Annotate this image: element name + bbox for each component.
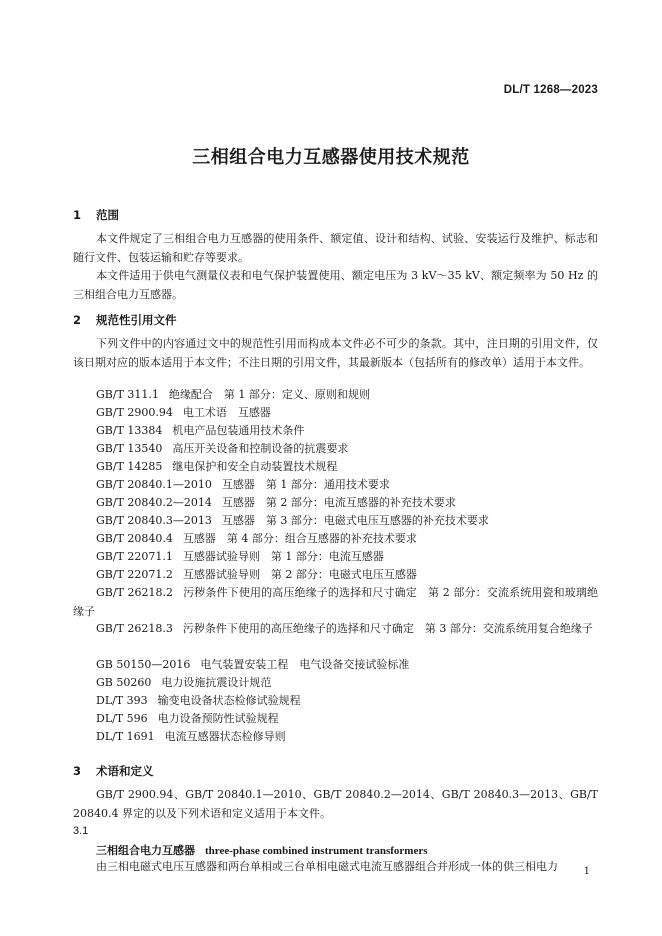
section-number: 3 <box>73 764 82 778</box>
reference-item <box>96 530 598 549</box>
reference-code: GB/T 2900.94 <box>96 406 173 419</box>
reference-title: 污秽条件下使用的高压绝缘子的选择和尺寸确定 第 3 部分：交流系统用复合绝缘子 <box>182 622 593 635</box>
reference-title: 互感器 第 1 部分：通用技术要求 <box>221 478 390 491</box>
section-3-heading <box>73 763 154 779</box>
reference-code: DL/T 393 <box>96 694 148 707</box>
reference-title: 高压开关设备和控制设备的抗震要求 <box>172 442 349 455</box>
term-heading <box>96 842 428 858</box>
reference-item <box>96 440 598 459</box>
reference-code: GB/T 20840.1—2010 <box>96 478 212 491</box>
reference-code: GB/T 20840.4 <box>96 532 173 545</box>
reference-item <box>96 710 598 729</box>
reference-code: GB/T 22071.2 <box>96 568 173 581</box>
reference-item <box>96 548 598 567</box>
reference-code: GB/T 22071.1 <box>96 550 173 563</box>
reference-title: 电流互感器状态检修导则 <box>164 730 286 743</box>
reference-code: GB/T 26218.2 <box>96 586 174 599</box>
document-title: 三相组合电力互感器使用技术规范 <box>192 147 470 168</box>
reference-item <box>96 422 598 441</box>
reference-item <box>96 386 598 405</box>
terms-intro: GB/T 2900.94、GB/T 20840.1—2010、GB/T 20840.2—2014、GB/T 20840.3—2013、GB/T 20840.4 界定的以及下列术语和定义适用于本文件。 <box>73 788 598 820</box>
reference-title: 机电产品包装通用技术条件 <box>172 424 305 437</box>
reference-title: 污秽条件下使用的高压绝缘子的选择和尺寸确定 第 2 部分：交流系统用瓷和玻璃绝缘子 <box>73 586 598 618</box>
scope-paragraph-1: 本文件规定了三相组合电力互感器的使用条件、额定值、设计和结构、试验、安装运行及维护、标志和随行文件、包装运输和贮存等要求。 <box>73 232 598 264</box>
reference-title: 电力设备预防性试验规程 <box>157 712 279 725</box>
reference-code: GB/T 20840.2—2014 <box>96 496 212 509</box>
reference-code: GB/T 13384 <box>96 424 163 437</box>
reference-code: GB 50150—2016 <box>96 658 191 671</box>
reference-title: 互感器试验导则 第 1 部分：电流互感器 <box>182 550 384 563</box>
section-2-heading <box>73 312 177 328</box>
reference-code: GB/T 13540 <box>96 442 163 455</box>
reference-item <box>73 584 598 621</box>
reference-item <box>96 656 598 675</box>
term-number: 3.1 <box>73 825 89 837</box>
reference-title: 互感器 第 4 部分：组合互感器的补充技术要求 <box>182 532 417 545</box>
reference-code: DL/T 596 <box>96 712 148 725</box>
section-title: 范围 <box>96 208 119 222</box>
reference-title: 互感器试验导则 第 2 部分：电磁式电压互感器 <box>182 568 417 581</box>
term-definition: 由三相电磁式电压互感器和两台单相或三台单相电磁式电流互感器组合并形成一体的供三相电力 <box>96 860 558 873</box>
page-number: 1 <box>583 866 590 877</box>
section-number: 2 <box>73 313 82 327</box>
reference-code: GB/T 14285 <box>96 460 163 473</box>
term-english: three-phase combined instrument transformers <box>205 845 428 857</box>
reference-title: 输变电设备状态检修试验规程 <box>157 694 301 707</box>
reference-title: 互感器 第 3 部分：电磁式电压互感器的补充技术要求 <box>221 514 489 527</box>
reference-item <box>96 512 598 531</box>
scope-paragraph-2: 本文件适用于供电气测量仪表和电气保护装置使用、额定电压为 3 kV～35 kV、额定频率为 50 Hz 的三相组合电力互感器。 <box>73 269 598 301</box>
reference-code: GB 50260 <box>96 676 152 689</box>
reference-title: 继电保护和安全自动装置技术规程 <box>172 460 338 473</box>
reference-item <box>96 458 598 477</box>
reference-title: 绝缘配合 第 1 部分：定义、原则和规则 <box>168 388 370 401</box>
reference-item <box>96 494 598 513</box>
reference-item <box>96 692 598 711</box>
reference-code: GB/T 20840.3—2013 <box>96 514 212 527</box>
standard-code: DL/T 1268—2023 <box>503 84 598 96</box>
reference-item <box>96 404 598 423</box>
reference-title: 电气装置安装工程 电气设备交接试验标准 <box>200 658 410 671</box>
reference-code: GB/T 26218.3 <box>96 622 173 635</box>
section-number: 1 <box>73 208 82 222</box>
section-title: 术语和定义 <box>96 764 154 778</box>
reference-title: 电工术语 互感器 <box>182 406 271 419</box>
reference-code: GB/T 311.1 <box>96 388 159 401</box>
reference-item <box>96 728 598 747</box>
reference-code: DL/T 1691 <box>96 730 155 743</box>
reference-title: 电力设施抗震设计规范 <box>161 676 272 689</box>
reference-title: 互感器 第 2 部分：电流互感器的补充技术要求 <box>221 496 456 509</box>
term-chinese: 三相组合电力互感器 <box>96 844 195 857</box>
reference-item <box>73 620 598 639</box>
reference-item <box>96 566 598 585</box>
reference-item <box>96 476 598 495</box>
normative-intro: 下列文件中的内容通过文中的规范性引用而构成本文件必不可少的条款。其中，注日期的引用文件，仅该日期对应的版本适用于本文件；不注日期的引用文件，其最新版本（包括所有的修改单）适用于本文件。 <box>73 337 598 369</box>
reference-item <box>96 674 598 693</box>
section-title: 规范性引用文件 <box>96 313 177 327</box>
section-1-heading <box>73 207 119 223</box>
